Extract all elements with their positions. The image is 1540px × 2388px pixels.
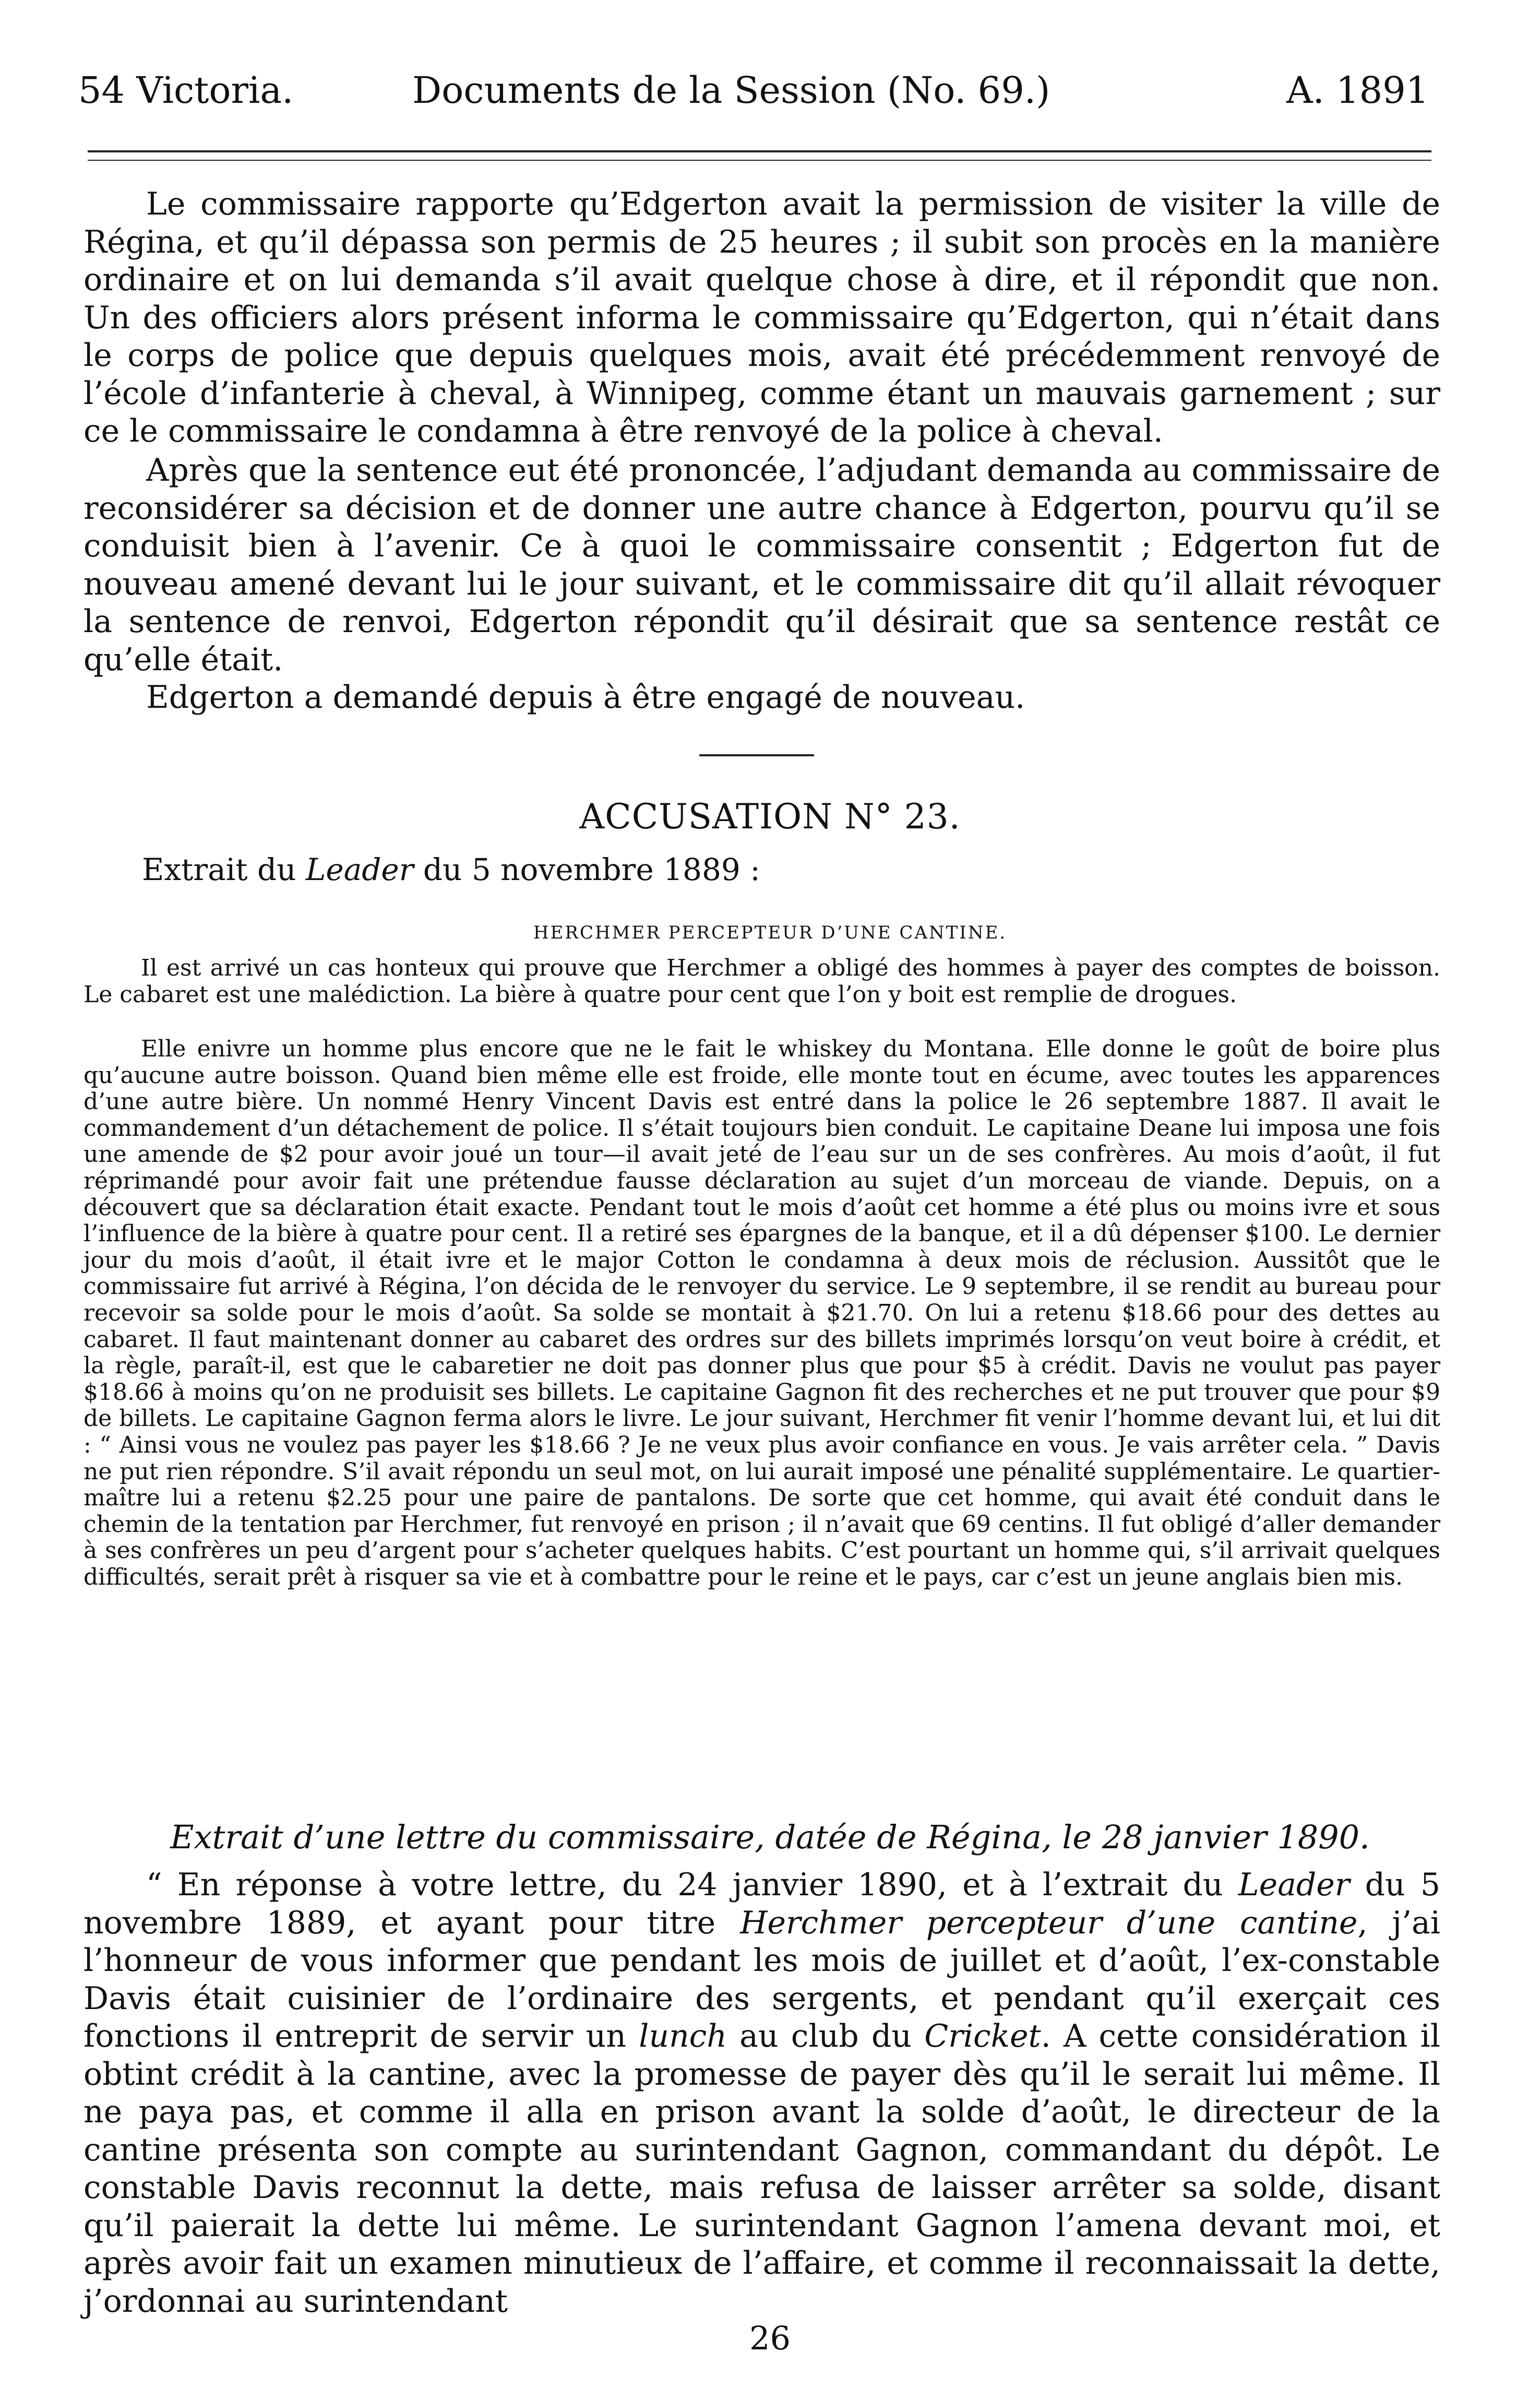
extrait-prefix: Extrait du: [142, 852, 306, 887]
article-paragraph-1: Il est arrivé un cas honteux qui prouve que Herchmer a obligé des hommes à payer des comptes de boisson. Le cabaret est une malédiction. La bière à quatre pour cent que l’on y boit est remplie de drogues.: [83, 955, 1440, 1008]
letter-text-end: . A cette considération il obtint crédit à la cantine, avec la promesse de payer dès qu’il le serait lui même. Il ne paya pas, et comme il alla en prison avant la solde d’août, le directeur de la cantine présenta son compte au surintendant Gagnon, commandant du dépôt. Le constable Davis reconnut la dette, mais refusa de laisser arrêter sa solde, disant qu’il paierait la dette lui même. Le surintendant Gagnon l’amena devant moi, et après avoir fait un examen minutieux de l’affaire, et comme il reconnaissait la dette, j’ordonnai au surintendant: [83, 2018, 1440, 2320]
paragraph-edgerton-2: Après que la sentence eut été prononcée, l’adjudant demanda au commissaire de reconsidérer sa décision et de donner une autre chance à Edgerton, pourvu qu’il se conduisit bien à l’avenir. Ce à quoi le commissaire consentit ; Edgerton fut de nouveau amené devant lui le jour suivant, et le commissaire dit qu’il allait révoquer la sentence de renvoi, Edgerton répondit qu’il désirait que sa sentence restât ce qu’elle était.: [83, 452, 1440, 678]
header-rule-thick: [88, 150, 1431, 152]
page-number: 26: [749, 2319, 791, 2357]
letter-text-start: “ En réponse à votre lettre, du 24 janvier 1890, et à l’extrait du: [146, 1867, 1238, 1903]
header-rule-thin: [88, 160, 1431, 161]
letter-cricket: Cricket: [924, 2018, 1041, 2054]
letter-article-title: Herchmer percepteur d’une cantine: [740, 1904, 1358, 1941]
letter-text-mid1: du 5 novembre 1889, et ayant pour titre: [83, 1867, 1441, 1941]
accusation-title: ACCUSATION N° 23.: [579, 797, 961, 837]
paragraph-edgerton-1: Le commissaire rapporte qu’Edgerton avait la permission de visiter la ville de Régina, et qu’il dépassa son permis de 25 heures ; il subit son procès en la manière ordinaire et on lui demanda s’il avait quelque chose à dire, et il répondit que non. Un des officiers alors présent informa le commissaire qu’Edgerton, qui n’était dans le corps de police que depuis quelques mois, avait été précédemment renvoyé de l’école d’infanterie à cheval, à Winnipeg, comme étant un mauvais garnement ; sur ce le commissaire le condamna à être renvoyé de la police à cheval.: [83, 186, 1440, 449]
header-volume: 54 Victoria.: [78, 69, 294, 112]
section-divider: [699, 754, 814, 756]
extrait-source: Leader: [305, 852, 414, 887]
letter-leader: Leader: [1238, 1867, 1350, 1903]
article-paragraph-2: Elle enivre un homme plus encore que ne le fait le whiskey du Montana. Elle donne le goût de boire plus qu’aucune autre boisson. Quand bien même elle est froide, elle monte tout en écume, avec toutes les apparences d’une autre bière. Un nommé Henry Vincent Davis est entré dans la police le 26 septembre 1887. Il avait le commandement d’un détachement de police. Il s’était toujours bien conduit. Le capitaine Deane lui imposa une fois une amende de $2 pour avoir joué un tour—il avait jeté de l’eau sur un de ses confrères. Au mois d’août, il fut réprimandé pour avoir fait une prétendue fausse déclaration au sujet d’un morceau de viande. Depuis, on a découvert que sa déclaration était exacte. Pendant tout le mois d’août cet homme a été plus ou moins ivre et sous l’influence de la bière à quatre pour cent. Il a retiré ses épargnes de la banque, et il a dû dépenser $100. Le dernier jour du mois d’août, il était ivre et le major Cotton le condamna à deux mois de réclusion. Aussitôt que le commissaire fut arrivé à Régina, l’on décida de le renvoyer du service. Le 9 septembre, il se rendit au bureau pour recevoir sa solde pour le mois d’août. Sa solde se montait à $21.70. On lui a retenu $18.66 pour des dettes au cabaret. Il faut maintenant donner au cabaret des ordres sur des billets imprimés lorsqu’on veut boire à crédit, et la règle, paraît-il, est que le cabaretier ne doit pas donner plus que pour $5 à crédit. Davis ne voulut pas payer $18.66 à moins qu’on ne produisit ses billets. Le capitaine Gagnon fit des recherches et ne put trouver que pour $9 de billets. Le capitaine Gagnon ferma alors le livre. Le jour suivant, Herchmer fit venir l’homme devant lui, et lui dit : “ Ainsi vous ne voulez pas payer les $18.66 ? Je ne veux plus avoir confiance en vous. Je vais arrêter cela. ” Davis ne put rien répondre. S’il avait répondu un seul mot, on lui aurait imposé une pénalité supplémentaire. Le quartier-maître lui a retenu $2.25 pour une paire de pantalons. De sorte que cet homme, qui avait été conduit dans le chemin de la tentation par Herchmer, fut renvoyé en prison ; il n’avait que 69 centins. Il fut obligé d’aller demander à ses confrères un peu d’argent pour s’acheter quelques habits. C’est pourtant un homme qui, s’il arrivait quelques difficultés, serait prêt à risquer sa vie et à combattre pour le reine et le pays, car c’est un jeune anglais bien mis.: [83, 1036, 1440, 1590]
extrait-leader-line: [142, 851, 760, 888]
letter-text-mid2: , j’ai l’honneur de vous informer que pendant les mois de juillet et d’août, l’ex-constable Davis était cuisinier de l’ordinaire des sergents, et pendant qu’il exerçait ces fonctions il entreprit de servir un: [83, 1904, 1440, 2054]
paragraph-edgerton-3: Edgerton a demandé depuis à être engagé de nouveau.: [146, 679, 1025, 716]
extrait-suffix: du 5 novembre 1889 :: [413, 852, 760, 887]
letter-text-mid3: au club du: [726, 2018, 925, 2054]
letter-paragraph: [83, 1866, 1440, 2320]
header-year: A. 1891: [1286, 69, 1429, 112]
article-heading: HERCHMER PERCEPTEUR D’UNE CANTINE.: [533, 922, 1007, 943]
letter-heading: Extrait d’une lettre du commissaire, datée de Régina, le 28 janvier 1890.: [170, 1818, 1370, 1856]
header-title: Documents de la Session (No. 69.): [412, 69, 1050, 112]
letter-lunch: lunch: [639, 2018, 727, 2054]
